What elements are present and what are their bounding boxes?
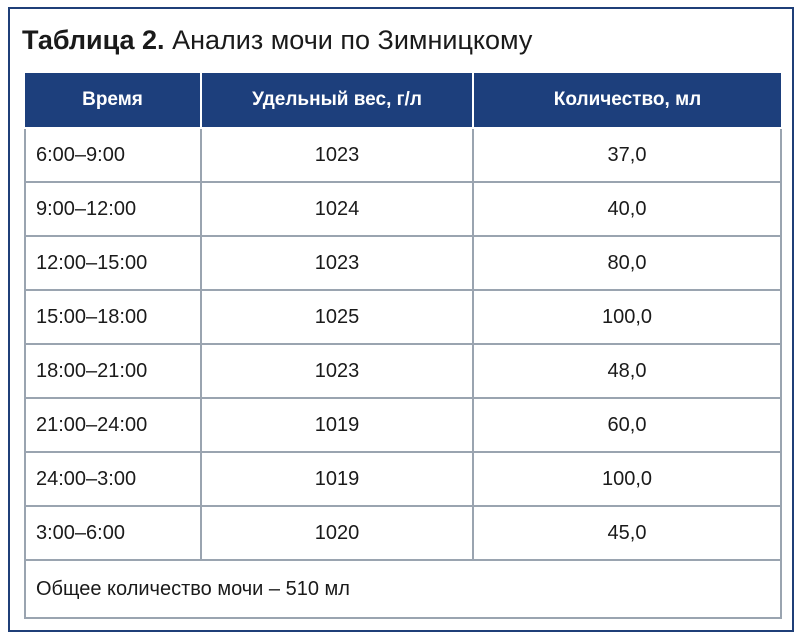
cell-time: 12:00–15:00 (25, 236, 201, 290)
cell-gravity: 1024 (201, 182, 473, 236)
table-row (25, 236, 781, 290)
cell-time: 21:00–24:00 (25, 398, 201, 452)
cell-gravity: 1019 (201, 452, 473, 506)
cell-gravity: 1023 (201, 128, 473, 182)
cell-gravity: 1019 (201, 398, 473, 452)
cell-amount: 40,0 (473, 182, 781, 236)
caption-text: Анализ мочи по Зимницкому (172, 25, 533, 55)
header-row (25, 73, 781, 128)
total-row (25, 560, 781, 618)
cell-amount: 60,0 (473, 398, 781, 452)
cell-time: 6:00–9:00 (25, 128, 201, 182)
table-frame (8, 7, 794, 632)
cell-amount: 100,0 (473, 290, 781, 344)
cell-time: 15:00–18:00 (25, 290, 201, 344)
table-row (25, 182, 781, 236)
cell-amount: 45,0 (473, 506, 781, 560)
cell-gravity: 1023 (201, 344, 473, 398)
cell-time: 3:00–6:00 (25, 506, 201, 560)
caption-label: Таблица 2. (22, 25, 165, 55)
total-volume-note: Общее количество мочи – 510 мл (25, 560, 781, 618)
header-gravity: Удельный вес, г/л (201, 73, 473, 128)
cell-amount: 80,0 (473, 236, 781, 290)
cell-time: 9:00–12:00 (25, 182, 201, 236)
table-row (25, 344, 781, 398)
table-row (25, 398, 781, 452)
cell-amount: 100,0 (473, 452, 781, 506)
table-row (25, 452, 781, 506)
cell-time: 24:00–3:00 (25, 452, 201, 506)
cell-amount: 48,0 (473, 344, 781, 398)
cell-gravity: 1025 (201, 290, 473, 344)
urinalysis-table (24, 73, 782, 619)
table-row (25, 506, 781, 560)
cell-gravity: 1020 (201, 506, 473, 560)
header-time: Время (25, 73, 201, 128)
cell-gravity: 1023 (201, 236, 473, 290)
table-row (25, 290, 781, 344)
cell-amount: 37,0 (473, 128, 781, 182)
header-amount: Количество, мл (473, 73, 781, 128)
cell-time: 18:00–21:00 (25, 344, 201, 398)
table-caption (22, 25, 532, 55)
table-row (25, 128, 781, 182)
